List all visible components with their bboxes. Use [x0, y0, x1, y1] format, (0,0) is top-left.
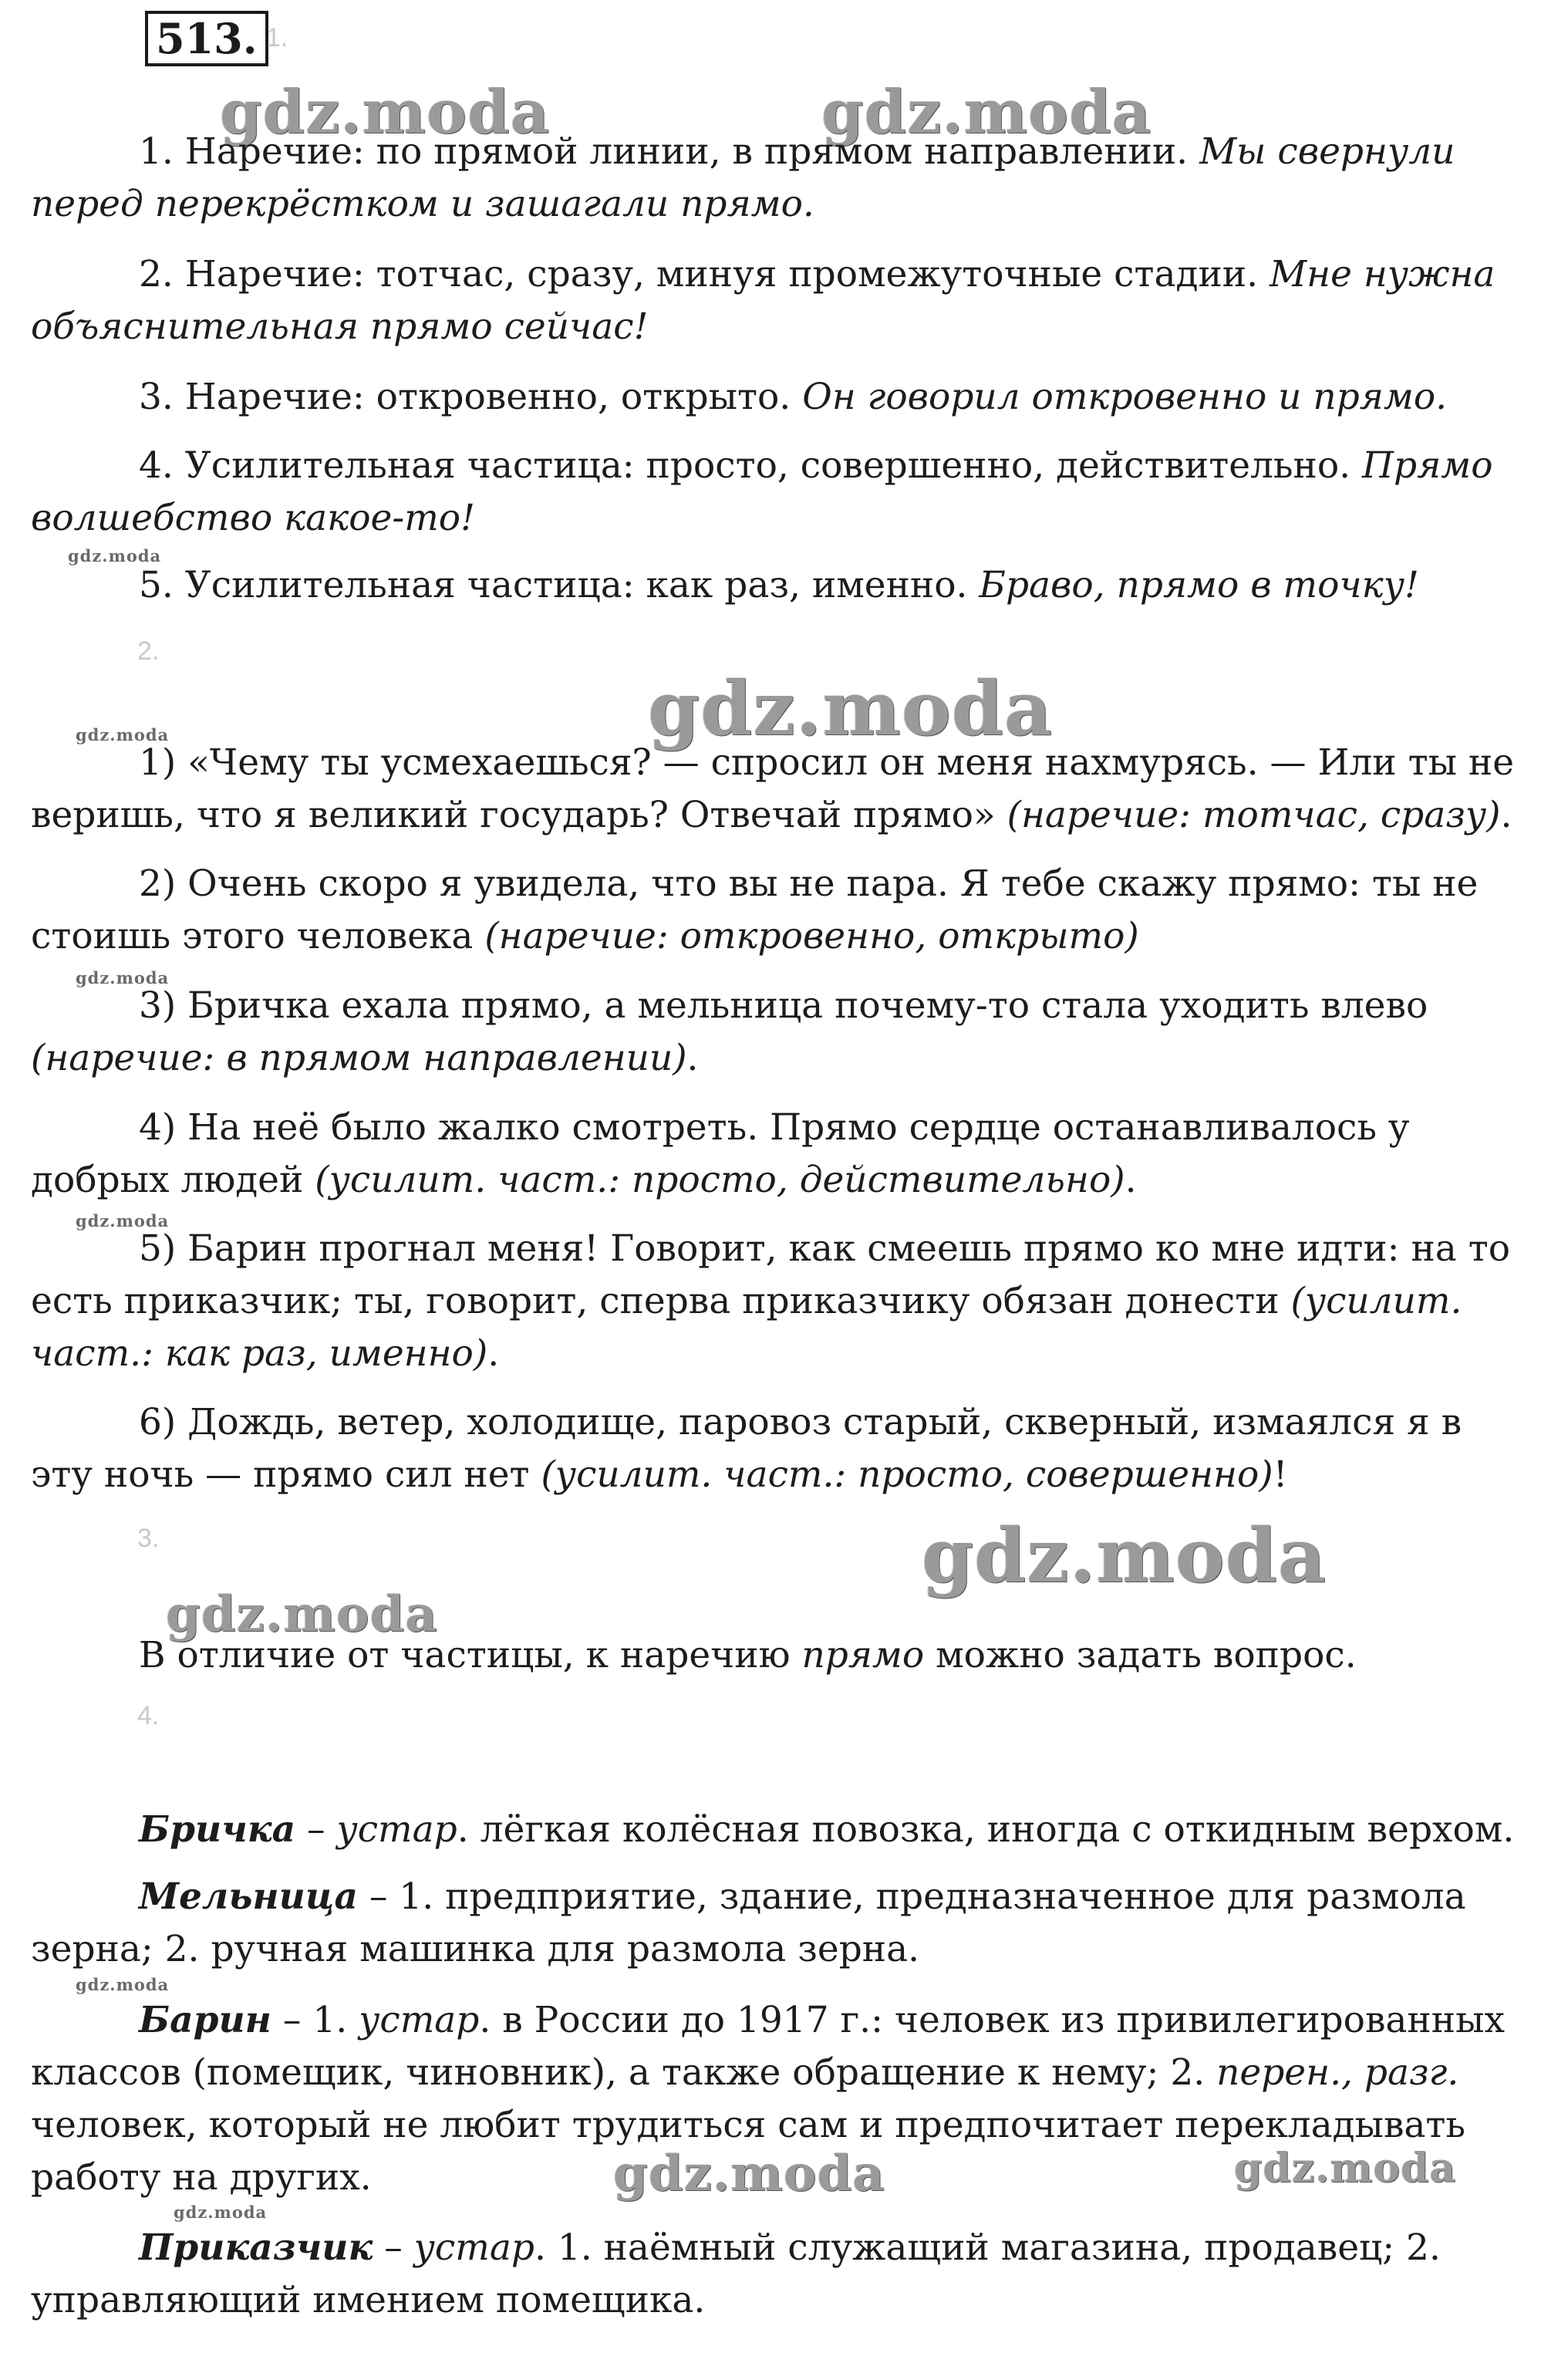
section-1-label: 1.	[266, 23, 288, 52]
conclusion: В отличие от частицы, к наречию прямо можно задать вопрос.	[139, 1634, 1357, 1676]
glossary-entry-melnitsa: Мельница – 1. предприятие, здание, предназначенное для размола зерна; 2. ручная машинка для размола зерна.	[31, 1875, 1466, 1970]
definition-1: 1. Наречие: по прямой линии, в прямом направлении. Мы свернули перед перекрёстком и зашагали прямо.	[31, 130, 1455, 225]
definition-2: 2. Наречие: тотчас, сразу, минуя промежуточные стадии. Мне нужна объяснительная прямо сейчас!	[31, 253, 1495, 348]
watermark: gdz.moda	[648, 665, 1054, 752]
example-5: 5) Барин прогнал меня! Говорит, как смеешь прямо ко мне идти: на то есть приказчик; ты, говорит, сперва приказчику обязан донести (усилит. част.: как раз, именно).	[31, 1227, 1511, 1375]
glossary-entry-prikazchik: Приказчик – устар. 1. наёмный служащий магазина, продавец; 2. управляющий имением помещика.	[31, 2226, 1441, 2321]
glossary-entry-brichka: Бричка – устар. лёгкая колёсная повозка, иногда с откидным верхом.	[139, 1808, 1515, 1851]
example-6: 6) Дождь, ветер, холодище, паровоз старый, скверный, измаялся я в эту ночь — прямо сил нет (усилит. част.: просто, совершенно)!	[31, 1401, 1462, 1496]
watermark: gdz.moda	[220, 77, 551, 147]
watermark: gdz.moda	[922, 1512, 1327, 1599]
example-3: 3) Бричка ехала прямо, а мельница почему-то стала уходить влево (наречие: в прямом направлении).	[31, 984, 1428, 1079]
watermark: gdz.moda	[76, 725, 170, 744]
example-1: 1) «Чему ты усмехаешься? — спросил он меня нахмурясь. — Или ты не веришь, что я великий государь? Отвечай прямо» (наречие: тотчас, сразу).	[31, 741, 1515, 836]
definition-4: 4. Усилительная частица: просто, совершенно, действительно. Прямо волшебство какое-то!	[31, 444, 1493, 539]
watermark: gdz.moda	[1234, 2145, 1457, 2192]
watermark: gdz.moda	[166, 1585, 438, 1643]
watermark: gdz.moda	[76, 1211, 170, 1231]
section-4-label: 4.	[137, 1701, 160, 1730]
watermark: gdz.moda	[821, 77, 1152, 147]
exercise-number: 513.	[145, 11, 268, 66]
example-4: 4) На неё было жалко смотреть. Прямо сердце останавливалось у добрых людей (усилит. част.: просто, действительно).	[31, 1106, 1410, 1201]
watermark: gdz.moda	[613, 2145, 885, 2203]
definition-3: 3. Наречие: откровенно, открыто. Он говорил откровенно и прямо.	[139, 376, 1448, 418]
watermark: gdz.moda	[76, 1975, 170, 1994]
glossary-entry-barin: Барин – 1. устар. в России до 1917 г.: человек из привилегированных классов (помещик, чиновник), а также обращение к нему; 2. перен., разг. человек, который не любит трудиться сам и предпочитает перекладывать работу на других.	[31, 1999, 1505, 2199]
watermark: gdz.moda	[76, 968, 170, 987]
watermark: gdz.moda	[68, 546, 162, 565]
section-2-label: 2.	[137, 636, 160, 666]
definition-5: 5. Усилительная частица: как раз, именно. Браво, прямо в точку!	[139, 564, 1419, 606]
section-3-label: 3.	[137, 1524, 160, 1553]
watermark: gdz.moda	[174, 2203, 268, 2222]
example-2: 2) Очень скоро я увидела, что вы не пара. Я тебе скажу прямо: ты не стоишь этого человека (наречие: откровенно, открыто)	[31, 863, 1479, 957]
